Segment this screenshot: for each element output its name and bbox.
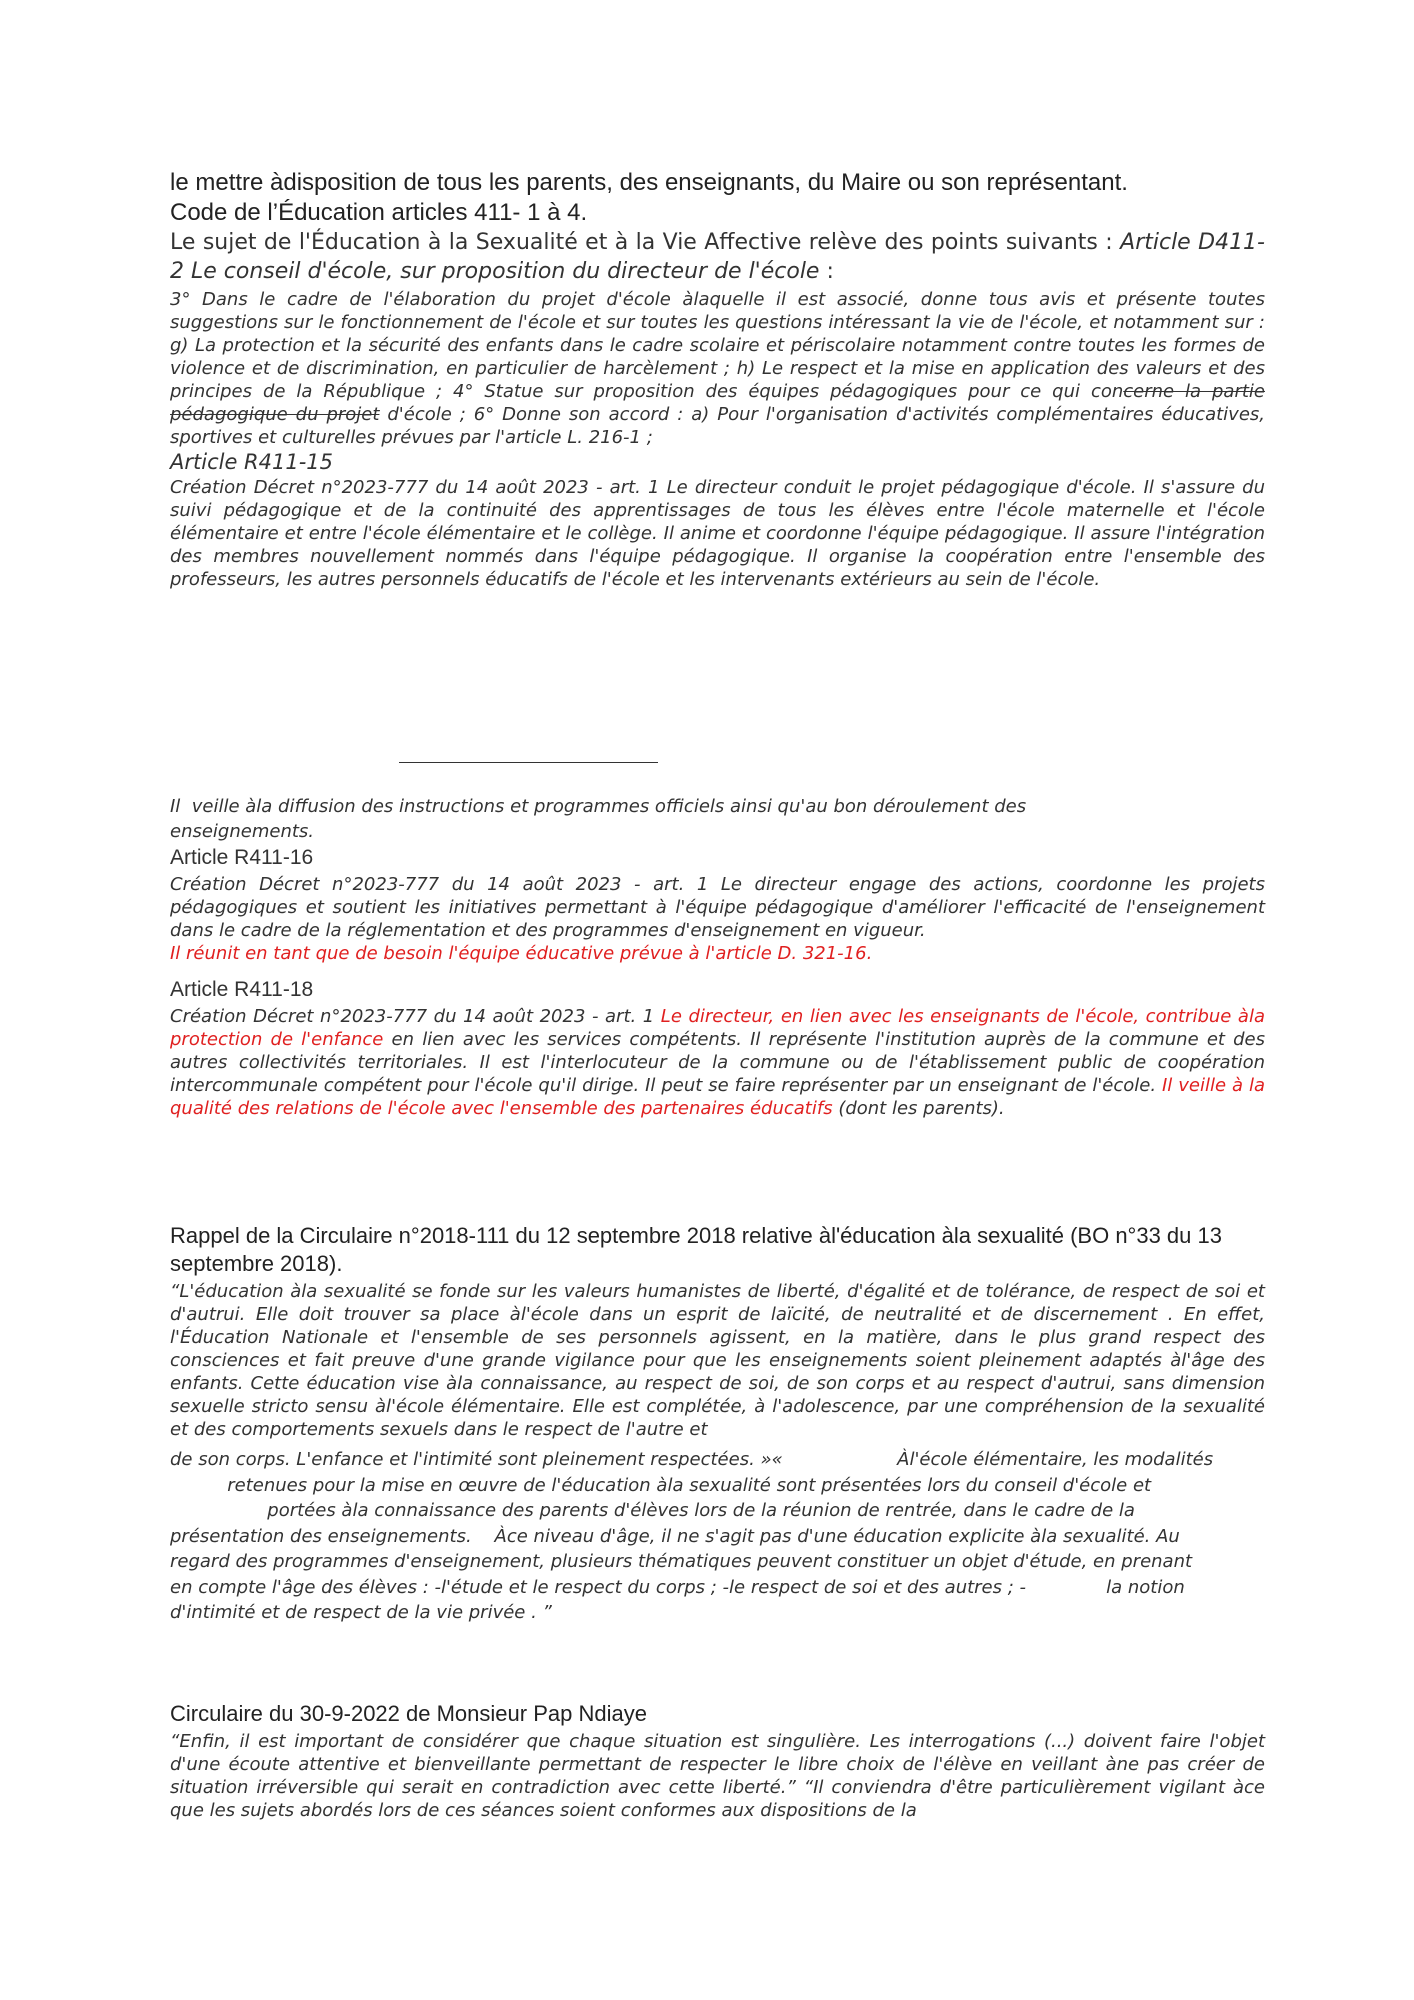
circular-2022-quote: “Enfin, il est important de considérer que chaque situation est singulière. Les interrogations (...) doivent faire l'objet d'une écoute attentive et bienveillante permettant de respecter le libre choix de l'élève en veillant àne pas créer de situation irréversible qui serait en contradiction avec cette liberté.” “Il conviendra d'être particulièrement vigilant àce que les sujets abordés lors de ces séances soient conformes aux dispositions de la	[170, 1731, 1265, 1821]
quote-line: de son corps. L'enfance et l'intimité sont pleinement respectées. »« Àl'école élémentaire, les modalités	[170, 1449, 1214, 1470]
article-r411-16-text	[170, 873, 1265, 965]
r411-18-part-b: en lien avec les services compétents. Il représente l'institution auprès de la commune et des autres collectivités territoriales. Il est l'interlocuteur de la commune ou de l'établissement public de coopération intercommunale compétent pour l'école qu'il dirige. Il peut se faire représenter par un enseignant de l'école.	[170, 1029, 1266, 1096]
quote-line: portées àla connaissance des parents d'élèves lors de la réunion de rentrée, dans le cadre de la	[170, 1500, 1135, 1521]
veille-paragraph	[170, 794, 1265, 844]
r411-16-highlight: Il réunit en tant que de besoin l'équipe éducative prévue à l'article D. 321-16.	[170, 943, 873, 964]
quote-line: présentation des enseignements. Àce niveau d'âge, il ne s'agit pas d'une éducation explicite àla sexualité. Au	[170, 1525, 1180, 1547]
article-d411-2-text	[170, 288, 1265, 449]
veille-line: Il veille àla diffusion des instructions et programmes officiels ainsi qu'au bon déroulement des	[170, 796, 1027, 817]
quote-line: en compte l'âge des élèves : -l'étude et le respect du corps ; -le respect de soi et des autres ; - la notion	[170, 1576, 1185, 1598]
horizontal-divider	[399, 762, 658, 763]
subject-article: Article D411-2 Le conseil d'école, sur proposition du directeur de l'école	[170, 230, 1265, 284]
article-r411-16-title: Article R411-16	[170, 846, 314, 869]
r411-18-highlight-1: Le directeur, en lien avec les enseignants de l'école, contribue àla protection de l'enfance	[170, 1006, 1265, 1050]
d411-text-before: 3° Dans le cadre de l'élaboration du projet d'école àlaquelle il est associé, donne tous avis et présente toutes suggestions sur le fonctionnement de l'école et sur toutes les questions intéressant la vie de l'école, et notamment sur : g) La protection et la sécurité des enfants dans le cadre scolaire et périscolaire notamment contre toutes les formes de violence et de discrimination, en particulier de harcèlement ; h) Le respect et la mise en application des valeurs et des principes de la République ; 4° Statue sur proposition des équipes pédagogiques pour ce qui con	[170, 289, 1265, 402]
d411-text-after: d'école ; 6° Donne son accord : a) Pour l'organisation d'activités complémentaires éducatives, sportives et culturelles prévues par l'article L. 216-1 ;	[170, 404, 1265, 448]
intro-line: le mettre àdisposition de tous les parents, des enseignants, du Maire ou son représentant.	[170, 169, 1128, 196]
quote-line: d'intimité et de respect de la vie privée . ”	[170, 1602, 552, 1623]
subject-lead: Le sujet de l'Éducation à la Sexualité et à la Vie Affective relève des points suivants :	[170, 230, 1121, 255]
quote-line: retenues pour la mise en œuvre de l'éducation àla sexualité sont présentées lors du conseil d'école et	[170, 1474, 1152, 1496]
article-r411-15-text: Création Décret n°2023-777 du 14 août 2023 - art. 1 Le directeur conduit le projet pédagogique d'école. Il s'assure du suivi pédagogique et de la continuité des apprentissages de tous les élèves entre l'école maternelle et l'école élémentaire et entre l'école élémentaire et le collège. Il anime et coordonne l'équipe pédagogique. Il assure l'intégration des membres nouvellement nommés dans l'équipe pédagogique. Il organise la coopération entre l'ensemble des professeurs, les autres personnels éducatifs de l'école et les intervenants extérieurs au sein de l'école.	[170, 477, 1265, 590]
code-reference: Code de l’Éducation articles 411- 1 à 4.	[170, 199, 588, 226]
subject-colon: :	[819, 259, 834, 284]
r411-18-part-c: (dont les parents).	[832, 1098, 1005, 1119]
subject-paragraph	[170, 228, 1265, 286]
circular-2018-quote-continued	[170, 1447, 1265, 1626]
r411-18-highlight-2: Il veille à la qualité des relations de l'école avec l'ensemble des partenaires éducatifs	[170, 1075, 1265, 1119]
r411-16-body: Création Décret n°2023-777 du 14 août 2023 - art. 1 Le directeur engage des actions, coordonne les projets pédagogiques et soutient les initiatives permettant à l'équipe pédagogique d'améliorer l'efficacité de l'enseignement dans le cadre de la réglementation et des programmes d'enseignement en vigueur.	[170, 874, 1265, 941]
veille-line: enseignements.	[170, 821, 315, 842]
article-r411-18-title: Article R411-18	[170, 978, 314, 1001]
quote-line: regard des programmes d'enseignement, plusieurs thématiques peuvent constituer un objet d'étude, en prenant	[170, 1551, 1193, 1572]
circular-2022-title: Circulaire du 30-9-2022 de Monsieur Pap Ndiaye	[170, 1701, 647, 1726]
d411-struck-text: cerne la partie pédagogique du projet	[170, 381, 1265, 425]
article-r411-15-title: Article R411-15	[170, 450, 334, 474]
r411-18-part-a: Création Décret n°2023-777 du 14 août 2023 - art. 1	[170, 1006, 661, 1027]
circular-2018-quote: “L'éducation àla sexualité se fonde sur les valeurs humanistes de liberté, d'égalité et de tolérance, de respect de soi et d'autrui. Elle doit trouver sa place àl'école dans un esprit de laïcité, de neutralité et de discernement . En effet, l'Éducation Nationale et l'ensemble de ses personnels agissent, en la matière, dans le plus grand respect des consciences et fait preuve d'une grande vigilance pour que les enseignements soient pleinement adaptés àl'âge des enfants. Cette éducation vise àla connaissance, au respect de soi, de son corps et au respect d'autrui, sans dimension sexuelle stricto sensu àl'école élémentaire. Elle est complétée, à l'adolescence, par une compréhension de la sexualité et des comportements sexuels dans le respect de l'autre et	[170, 1281, 1265, 1440]
article-r411-18-text	[170, 1005, 1265, 1120]
circular-2018-title: Rappel de la Circulaire n°2018-111 du 12 septembre 2018 relative àl'éducation àla sexualité (BO n°33 du 13 septembre 2018).	[170, 1223, 1222, 1276]
